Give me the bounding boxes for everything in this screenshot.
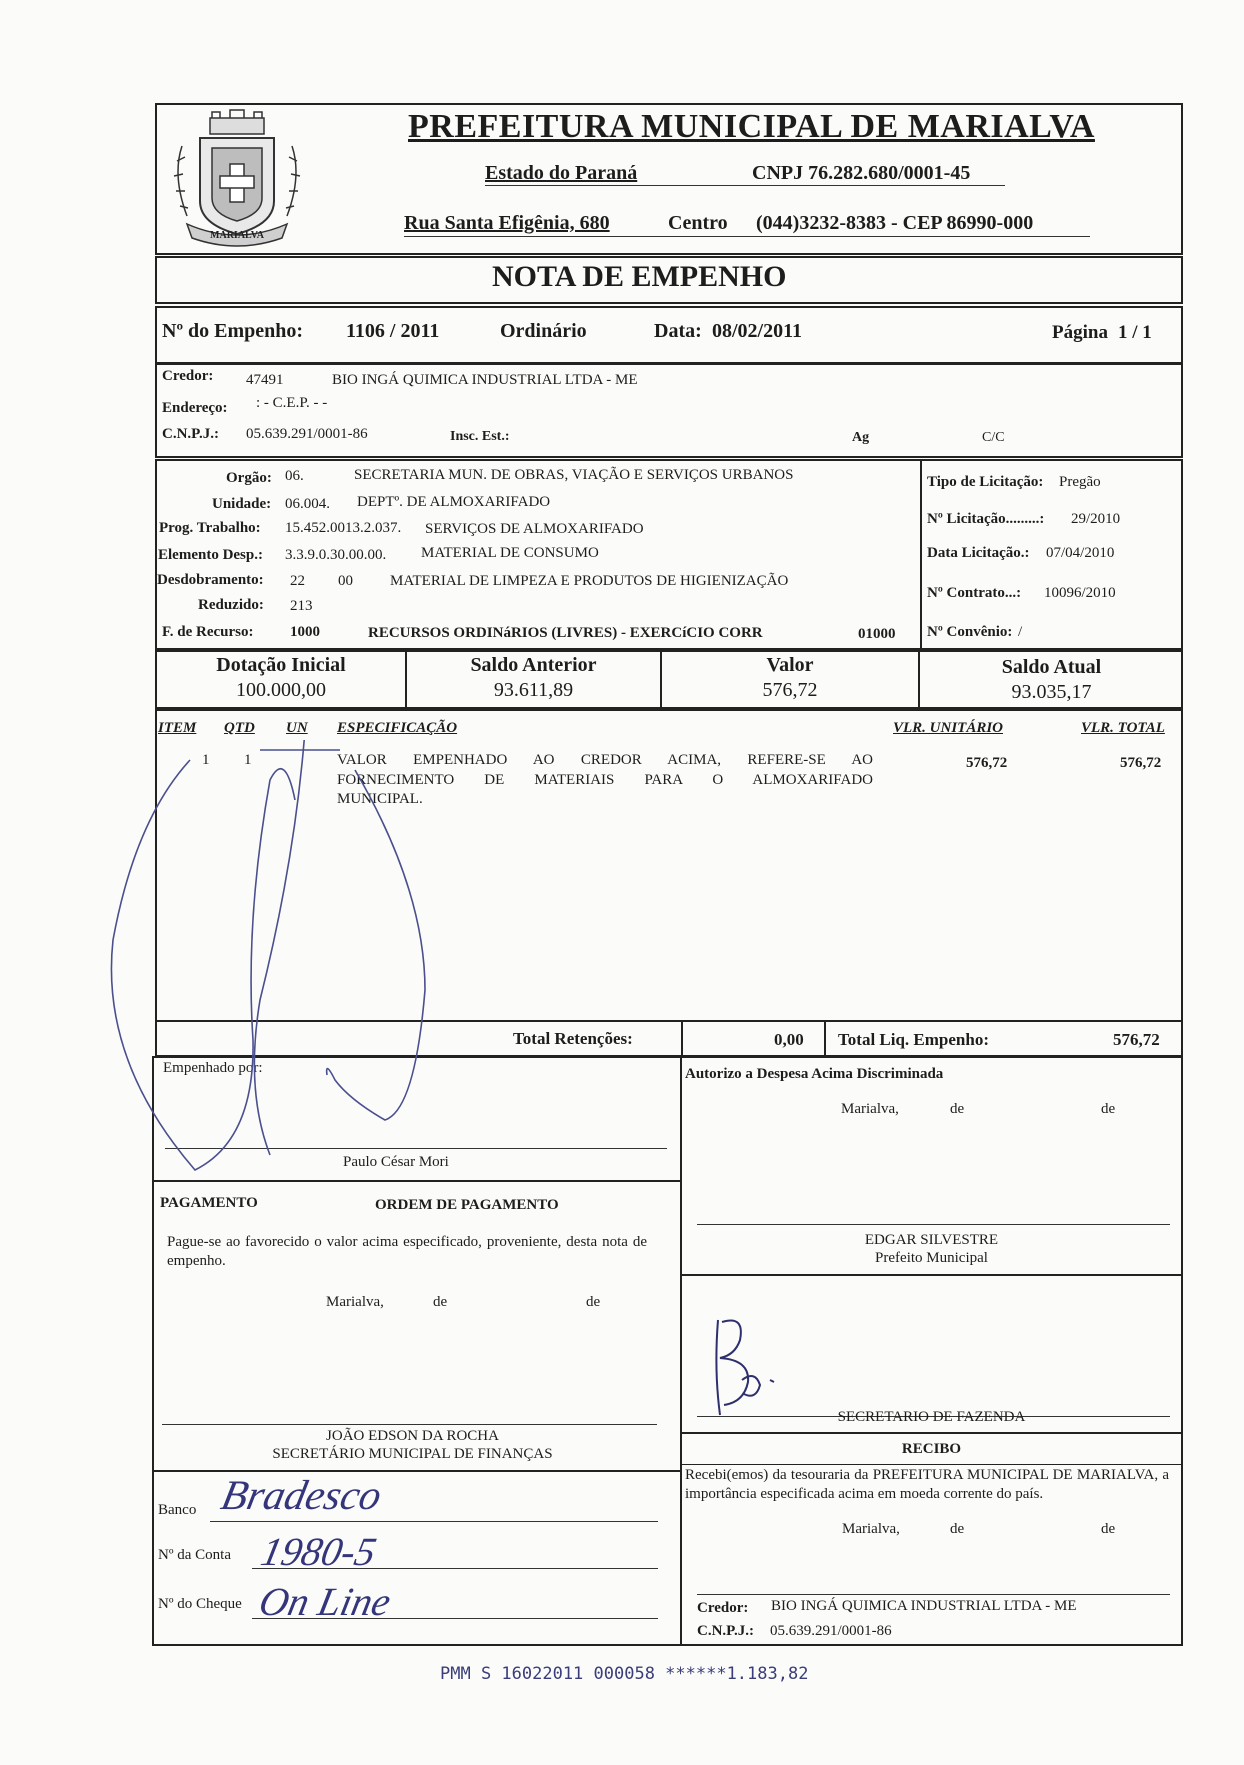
unidade-label: Unidade:: [212, 496, 272, 512]
empenho-type: Ordinário: [500, 320, 587, 342]
licitacao-num-label: Nº Licitação.........:: [927, 511, 1045, 527]
col-especificacao: ESPECIFICAÇÃO: [337, 720, 458, 736]
retencoes-value: 0,00: [774, 1030, 804, 1049]
contrato-value: 10096/2010: [1044, 585, 1116, 601]
footer-stamp: PMM S 16022011 000058 ******1.183,82: [440, 1664, 809, 1684]
municipal-crest: [162, 106, 312, 251]
empenho-date-label: Data:: [654, 320, 702, 342]
red-value: 213: [290, 598, 313, 614]
doc-title: NOTA DE EMPENHO: [492, 260, 787, 293]
cheque-handwriting: On Line: [255, 1579, 395, 1624]
left-place: Marialva,: [326, 1294, 384, 1310]
mayor-title: Prefeito Municipal: [875, 1250, 988, 1266]
address-label: Endereço:: [162, 400, 228, 416]
orgao-code: 06.: [285, 468, 304, 484]
retencoes-label: Total Retenções:: [513, 1029, 633, 1048]
signature-scribble: [700, 1310, 800, 1420]
valor-label: Valor: [766, 654, 814, 676]
dotacao-label: Dotação Inicial: [216, 654, 346, 676]
recibo-cnpj: 05.639.291/0001-86: [770, 1623, 892, 1639]
autorizo-label: Autorizo a Despesa Acima Discriminada: [685, 1066, 944, 1082]
right-de-2b: de: [1101, 1521, 1116, 1537]
prog-code: 15.452.0013.2.037.: [285, 520, 402, 536]
credor-cnpj: 05.639.291/0001-86: [246, 426, 368, 442]
elem-code: 3.3.9.0.30.00.00.: [285, 547, 387, 563]
right-de-2a: de: [950, 1521, 965, 1537]
fazenda-title: SECRETARIO DE FAZENDA: [837, 1409, 1026, 1425]
orgao-label: Orgão:: [226, 470, 272, 486]
cc-label: C/C: [982, 430, 1005, 445]
cnpj-label: C.N.P.J.:: [162, 426, 219, 442]
credor-name: BIO INGÁ QUIMICA INDUSTRIAL LTDA - ME: [332, 372, 638, 388]
tipo-value: Pregão: [1059, 474, 1101, 490]
col-qtd: QTD: [224, 720, 255, 736]
row-spec-2: FORNECIMENTO DE MATERIAIS PARA O ALMOXARIFADO: [337, 772, 873, 788]
recibo-text: Recebi(emos) da tesouraria da PREFEITURA MUNICIPAL DE MARIALVA, a importância especificada acima em moeda corrente do país.: [685, 1467, 1169, 1502]
row-spec-3: MUNICIPAL.: [337, 791, 423, 807]
header-district: Centro: [668, 212, 728, 234]
empenho-number: 1106 / 2011: [346, 320, 440, 342]
financas-title: SECRETÁRIO MUNICIPAL DE FINANÇAS: [272, 1446, 553, 1462]
licitacao-date-label: Data Licitação.:: [927, 545, 1030, 561]
page-number: 1 / 1: [1118, 322, 1152, 343]
red-label: Reduzido:: [198, 597, 264, 613]
fonte-code: 1000: [290, 624, 320, 640]
row-unit: 576,72: [966, 755, 1008, 771]
banco-handwriting: Bradesco: [217, 1473, 386, 1519]
header-street: Rua Santa Efigênia, 680: [404, 212, 610, 234]
cheque-label: Nº do Cheque: [158, 1596, 242, 1612]
financas-name: JOÃO EDSON DA ROCHA: [326, 1428, 499, 1444]
col-un: UN: [286, 720, 308, 736]
desd-b: 00: [338, 573, 353, 589]
banco-label: Banco: [158, 1502, 197, 1518]
right-place-1: Marialva,: [841, 1101, 899, 1117]
licitacao-date: 07/04/2010: [1046, 545, 1115, 561]
saldo-anterior-label: Saldo Anterior: [470, 654, 597, 676]
row-qtd: 1: [244, 752, 252, 768]
fonte-code2: 01000: [858, 626, 896, 642]
convenio-label: Nº Convênio:: [927, 624, 1013, 640]
row-item: 1: [202, 752, 210, 768]
conta-handwriting: 1980-5: [257, 1529, 381, 1574]
recibo-credor: BIO INGÁ QUIMICA INDUSTRIAL LTDA - ME: [771, 1598, 1077, 1614]
insc-label: Insc. Est.:: [450, 429, 510, 444]
unidade-name: DEPTº. DE ALMOXARIFADO: [357, 494, 551, 510]
col-vlr-unitario: VLR. UNITÁRIO: [893, 720, 1004, 736]
page-label: Página: [1052, 322, 1108, 343]
empenhado-label: Empenhado por:: [163, 1060, 263, 1076]
left-de-1: de: [433, 1294, 448, 1310]
dotacao-value: 100.000,00: [236, 679, 326, 701]
fonte-label: F. de Recurso:: [162, 624, 254, 640]
address-value: : - C.E.P. - -: [256, 395, 328, 411]
convenio-value: /: [1018, 624, 1023, 640]
col-item: ITEM: [158, 720, 197, 736]
crest-text: MARIALVA: [210, 230, 264, 241]
liq-empenho-label: Total Liq. Empenho:: [838, 1030, 989, 1049]
header-cnpj: CNPJ 76.282.680/0001-45: [752, 162, 971, 184]
left-de-2: de: [586, 1294, 601, 1310]
municipality-title: PREFEITURA MUNICIPAL DE MARIALVA: [408, 108, 1095, 145]
prog-label: Prog. Trabalho:: [159, 520, 261, 536]
conta-label: Nº da Conta: [158, 1547, 231, 1563]
contrato-label: Nº Contrato...:: [927, 585, 1022, 601]
saldo-anterior-value: 93.611,89: [493, 679, 574, 701]
prog-name: SERVIÇOS DE ALMOXARIFADO: [425, 521, 644, 537]
recibo-credor-label: Credor:: [697, 1600, 749, 1616]
empenho-date: 08/02/2011: [712, 320, 803, 342]
recibo-cnpj-label: C.N.P.J.:: [697, 1623, 754, 1639]
row-spec-1: VALOR EMPENHADO AO CREDOR ACIMA, REFERE-SE AO: [337, 752, 873, 768]
elem-name: MATERIAL DE CONSUMO: [421, 545, 599, 561]
saldo-atual-value: 93.035,17: [1011, 681, 1092, 703]
state-name: Estado do Paraná: [485, 162, 638, 184]
col-vlr-total: VLR. TOTAL: [1081, 720, 1165, 736]
desd-name: MATERIAL DE LIMPEZA E PRODUTOS DE HIGIENIZAÇÃO: [390, 573, 789, 589]
row-total: 576,72: [1120, 755, 1162, 771]
empenhado-name: Paulo César Mori: [343, 1154, 449, 1170]
credor-label: Credor:: [162, 368, 214, 384]
recibo-title: RECIBO: [901, 1441, 962, 1457]
pague-text: Pague-se ao favorecido o valor acima especificado, proveniente, desta nota de empenho.: [167, 1234, 647, 1269]
header-phone-cep: (044)3232-8383 - CEP 86990-000: [756, 212, 1034, 234]
right-place-2: Marialva,: [842, 1521, 900, 1537]
desd-a: 22: [290, 573, 305, 589]
ordem-pagamento-label: ORDEM DE PAGAMENTO: [375, 1197, 559, 1213]
right-de-1b: de: [1101, 1101, 1116, 1117]
pagamento-label: PAGAMENTO: [160, 1195, 258, 1211]
elem-label: Elemento Desp.:: [158, 547, 263, 563]
desd-label: Desdobramento:: [157, 572, 264, 588]
licitacao-num: 29/2010: [1071, 511, 1121, 527]
unidade-code: 06.004.: [285, 496, 330, 512]
ag-label: Ag: [852, 430, 870, 445]
liq-empenho-value: 576,72: [1113, 1030, 1160, 1049]
orgao-name: SECRETARIA MUN. DE OBRAS, VIAÇÃO E SERVIÇOS URBANOS: [354, 467, 794, 483]
tipo-label: Tipo de Licitação:: [927, 474, 1044, 490]
valor-value: 576,72: [762, 679, 818, 701]
mayor-name: EDGAR SILVESTRE: [864, 1232, 999, 1248]
right-de-1a: de: [950, 1101, 965, 1117]
fonte-name: RECURSOS ORDINáRIOS (LIVRES) - EXERCíCIO CORR: [368, 625, 763, 641]
credor-code: 47491: [246, 372, 284, 388]
empenho-label: Nº do Empenho:: [162, 320, 304, 342]
saldo-atual-label: Saldo Atual: [1001, 656, 1102, 678]
totals-row: [155, 1020, 1183, 1057]
